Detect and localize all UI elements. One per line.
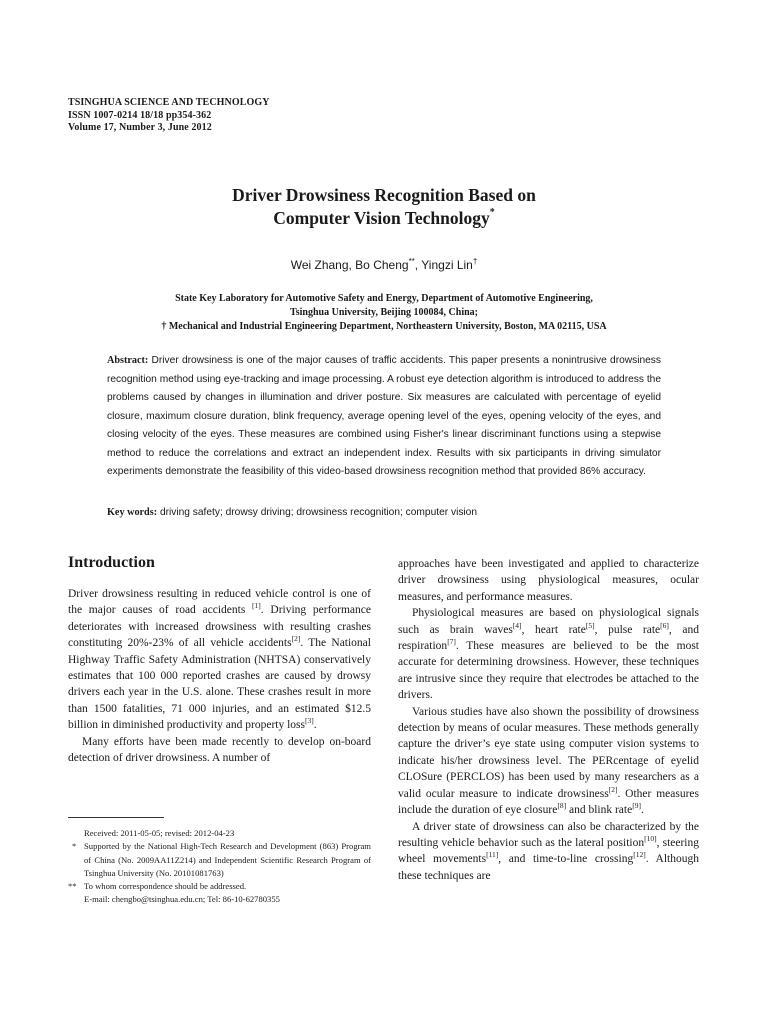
sentence: Driver drowsiness resulting in reduced vehicle control is one of the major causes of road accidents — [68, 588, 371, 617]
section-heading: Introduction — [68, 554, 155, 571]
citation-ref: [12] — [633, 850, 646, 860]
author-mark-1: ** — [408, 257, 415, 266]
footnote-received: Received: 2011-05-05; revised: 2012-04-23 — [84, 828, 235, 838]
sentence: , pulse rate — [594, 623, 661, 636]
affiliation-line-3: † Mechanical and Industrial Engineering Department, Northeastern University, Boston, MA 02115, USA — [161, 321, 607, 332]
journal-volume: Volume 17, Number 3, June 2012 — [68, 122, 212, 133]
citation-ref: [2] — [291, 634, 301, 644]
title-line-2 — [0, 207, 768, 230]
sentence: . — [313, 719, 317, 732]
paragraph: Many efforts have been made recently to develop on-board detection of driver drowsiness. A number of — [68, 735, 371, 765]
right-column — [398, 556, 699, 884]
footnote-correspondence-text: To whom correspondence should be addressed. — [84, 881, 247, 892]
sentence: , and time-to-line crossing — [498, 853, 634, 866]
paragraph: approaches have been investigated and applied to characterize driver drowsiness using physiological measures, ocular measures, and performance measures. — [398, 558, 699, 603]
sentence: and blink rate — [566, 804, 633, 817]
footnote-email: E-mail: chengbo@tsinghua.edu.cn; Tel: 86-10-62780355 — [84, 894, 280, 905]
footnote-divider — [68, 817, 164, 818]
sentence: , heart rate — [521, 623, 586, 636]
affiliation-line-1: State Key Laboratory for Automotive Safety and Energy, Department of Automotive Engineering, — [175, 293, 593, 304]
citation-ref: [7] — [447, 637, 456, 647]
citation-ref: [5] — [585, 620, 595, 630]
sentence: . Although these techniques are — [398, 853, 699, 882]
paper-title — [0, 184, 768, 230]
citation-ref: [2] — [608, 784, 618, 794]
footnote-mark: * — [72, 841, 77, 852]
author-names-1: Wei Zhang, Bo Cheng — [290, 258, 409, 272]
keywords-text: driving safety; drowsy driving; drowsiness recognition; computer vision — [159, 507, 478, 518]
sentence: Physiological measures are based on physiological signals such as brain waves — [398, 607, 699, 636]
keywords-label: Key words: — [107, 507, 158, 518]
citation-ref: [3] — [305, 716, 314, 726]
sentence: . Driving performance deteriorates with increased drowsiness with resulting crashes constituting 20%-23% of all vehicle accidents — [68, 604, 371, 650]
footnote-correspondence — [68, 880, 371, 893]
sentence: Various studies have also shown the possibility of drowsiness detection by means of ocular measures. These methods generally capture the driver’s eye state using computer vision systems to indicate his/her drowsiness level. The PERcentage of eyelid CLOSure (PERCLOS) has been used by many researchers as a valid ocular measure to indicate drowsiness — [398, 705, 699, 800]
footnotes — [68, 827, 371, 907]
left-column — [68, 586, 371, 766]
journal-issn: ISSN 1007-0214 18/18 pp354-362 — [68, 109, 212, 121]
sentence: . Other measures include the duration of eye closure — [398, 787, 699, 817]
abstract — [107, 352, 661, 482]
author-list — [0, 258, 768, 272]
sentence: . The National Highway Traffic Safety Administration (NHTSA) conservatively estimates that 100 000 reported crashes are caused by drowsy drivers each year in the U.S. alone. These crashes result in more than 1500 fatalities, 71 000 injuries, and an estimated $12.5 billion in diminished productivity and property loss — [68, 637, 371, 732]
paragraph — [398, 605, 699, 703]
footnote-mark: ** — [68, 881, 77, 892]
citation-ref: [4] — [512, 620, 522, 630]
paragraph — [398, 704, 699, 819]
affiliation-line-2: Tsinghua University, Beijing 100084, China; — [289, 307, 478, 318]
sentence: . — [640, 804, 644, 817]
author-names-2: , Yingzi Lin — [414, 258, 473, 272]
abstract-text: Driver drowsiness is one of the major causes of traffic accidents. This paper presents a nonintrusive drowsiness recognition method using eye-tracking and image processing. A robust eye detection algorithm is introduced to address the problems caused by changes in illumination and driver posture. Six measures are calculated with percentage of eyelid closure, maximum closure duration, blink frequency, average opening level of the eyes, opening velocity of the eyes, and closing velocity of the eyes. These measures are combined using Fisher's linear discriminant functions using a stepwise method to reduce the correlations and extract an independent index. Results with six participants in driving simulator experiments demonstrate the feasibility of this video-based drowsiness recognition method that provided 86% accuracy. — [107, 355, 661, 477]
paragraph — [68, 586, 371, 734]
paragraph — [398, 819, 699, 885]
citation-ref: [10] — [644, 833, 657, 843]
sentence: , and respiration — [398, 623, 699, 653]
journal-name: TSINGHUA SCIENCE AND TECHNOLOGY — [68, 97, 270, 108]
title-line-2-text: Computer Vision Technology — [273, 208, 490, 228]
author-mark-2: † — [472, 257, 478, 266]
title-footnote-mark: * — [489, 207, 495, 218]
citation-ref: [6] — [660, 620, 669, 630]
citation-ref: [8] — [557, 801, 567, 811]
sentence: . These measures are believed to be the most accurate for determining drowsiness. However, these techniques are intrusive since they require that electrodes be attached to the drivers. — [398, 640, 699, 702]
footnote-support — [68, 840, 371, 880]
keywords — [107, 507, 661, 518]
affiliations — [0, 292, 768, 334]
title-line-1: Driver Drowsiness Recognition Based on — [232, 185, 536, 205]
citation-ref: [9] — [632, 801, 641, 811]
sentence: , steering wheel movements — [398, 836, 700, 866]
citation-ref: [11] — [486, 850, 499, 860]
footnote-support-text: Supported by the National High-Tech Research and Development (863) Program of China (No. 2009AA11Z214) and Independent Scientific Research Program of Tsinghua University (No. 20101081763) — [84, 841, 371, 878]
sentence: A driver state of drowsiness can also be characterized by the resulting vehicle behavior such as the lateral position — [398, 820, 699, 849]
abstract-label: Abstract: — [107, 355, 149, 366]
citation-ref: [1] — [252, 601, 261, 611]
journal-header — [68, 97, 270, 135]
